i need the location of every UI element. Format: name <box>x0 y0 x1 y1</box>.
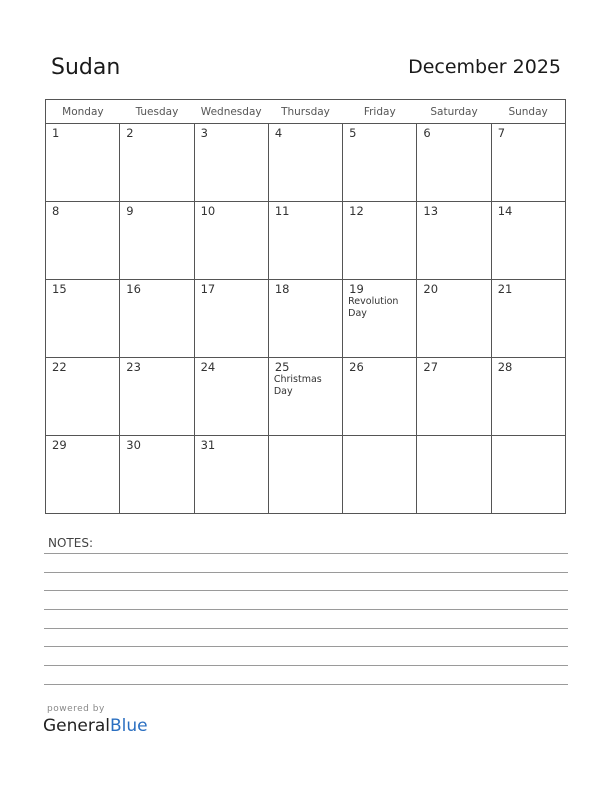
day-number: 22 <box>52 360 67 374</box>
day-cell <box>46 436 120 514</box>
day-cell <box>268 280 342 358</box>
day-number <box>269 436 342 438</box>
day-number: 21 <box>497 282 513 296</box>
brand-general: General <box>43 716 110 736</box>
day-number: 16 <box>126 282 141 296</box>
weekday-header: Tuesday <box>120 100 194 124</box>
day-cell <box>194 358 268 436</box>
powered-by-text: powered by <box>47 704 105 714</box>
day-cell <box>343 280 417 358</box>
calendar-grid <box>45 99 566 514</box>
day-number <box>417 436 490 438</box>
day-number: 14 <box>497 204 513 218</box>
note-line <box>44 553 568 554</box>
day-cell <box>268 436 342 514</box>
weekday-header: Saturday <box>417 100 491 124</box>
day-cell <box>343 358 417 436</box>
day-cell <box>194 124 268 202</box>
country-title: Sudan <box>51 55 121 80</box>
weekday-header: Thursday <box>268 100 342 124</box>
day-cell <box>417 436 491 514</box>
day-number: 23 <box>126 360 141 374</box>
day-cell <box>194 202 268 280</box>
week-row <box>46 124 566 202</box>
weekday-header: Sunday <box>491 100 565 124</box>
day-cell <box>120 280 194 358</box>
day-cell <box>194 280 268 358</box>
day-number: 27 <box>423 360 439 374</box>
day-number: 19 <box>349 282 364 296</box>
weekday-header-row <box>46 100 566 124</box>
day-number: 30 <box>126 438 141 452</box>
day-number: 15 <box>52 282 67 296</box>
holiday-label: Christmas Day <box>273 374 322 397</box>
day-cell <box>343 202 417 280</box>
week-row <box>46 280 566 358</box>
day-cell <box>46 124 120 202</box>
brand-logo <box>43 716 148 736</box>
day-number: 28 <box>497 360 513 374</box>
day-cell <box>343 436 417 514</box>
day-number: 24 <box>200 360 216 374</box>
note-line <box>44 684 568 685</box>
weekday-header: Monday <box>46 100 120 124</box>
day-cell <box>417 124 491 202</box>
note-line <box>44 609 568 610</box>
day-number: 25 <box>274 360 290 374</box>
brand-blue: Blue <box>110 716 148 736</box>
day-number: 31 <box>200 438 216 452</box>
day-cell <box>120 202 194 280</box>
day-cell <box>417 202 491 280</box>
weekday-header: Wednesday <box>194 100 268 124</box>
day-cell <box>46 280 120 358</box>
day-number <box>492 436 565 438</box>
note-line <box>44 628 568 629</box>
day-number: 8 <box>52 204 60 218</box>
note-line <box>44 572 568 573</box>
notes-label: NOTES: <box>48 536 93 550</box>
day-cell <box>120 436 194 514</box>
day-cell <box>268 358 342 436</box>
day-cell <box>417 280 491 358</box>
day-cell <box>491 202 565 280</box>
day-number: 1 <box>52 126 60 140</box>
day-cell <box>491 280 565 358</box>
day-cell <box>46 202 120 280</box>
day-number: 10 <box>200 204 216 218</box>
note-line <box>44 590 568 591</box>
week-row <box>46 358 566 436</box>
day-cell <box>268 124 342 202</box>
day-number: 6 <box>423 126 431 140</box>
day-cell <box>120 124 194 202</box>
day-cell <box>120 358 194 436</box>
day-number: 11 <box>274 204 290 218</box>
day-number: 9 <box>126 204 134 218</box>
holiday-label: Revolution Day <box>348 296 399 319</box>
day-number: 26 <box>349 360 364 374</box>
day-number: 5 <box>349 126 357 140</box>
day-number: 13 <box>423 204 439 218</box>
day-number <box>343 436 416 438</box>
day-cell <box>491 358 565 436</box>
day-number: 7 <box>497 126 506 140</box>
day-cell <box>491 124 565 202</box>
day-cell <box>194 436 268 514</box>
day-number: 20 <box>423 282 439 296</box>
day-number: 3 <box>200 126 208 140</box>
day-number: 17 <box>200 282 216 296</box>
day-cell <box>268 202 342 280</box>
week-row <box>46 202 566 280</box>
day-cell <box>491 436 565 514</box>
day-number: 12 <box>349 204 364 218</box>
month-title: December 2025 <box>408 56 561 78</box>
day-number: 18 <box>274 282 290 296</box>
day-cell <box>46 358 120 436</box>
day-cell <box>343 124 417 202</box>
week-row <box>46 436 566 514</box>
note-line <box>44 665 568 666</box>
day-number: 4 <box>274 126 283 140</box>
note-line <box>44 646 568 647</box>
day-number: 2 <box>126 126 134 140</box>
day-cell <box>417 358 491 436</box>
weekday-header: Friday <box>343 100 417 124</box>
day-number: 29 <box>52 438 67 452</box>
